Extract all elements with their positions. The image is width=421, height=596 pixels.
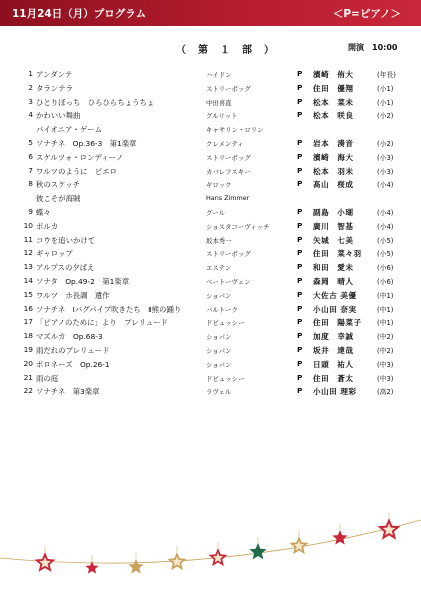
- grade-label: (小1): [377, 84, 394, 93]
- star-ornament: [332, 530, 347, 544]
- piece-title: ソナチネ 第3楽章: [36, 387, 100, 397]
- piece-title: 秋のスケッチ: [36, 180, 80, 190]
- program-number: 15: [23, 289, 33, 299]
- program-row: [0, 219, 421, 233]
- program-list: [0, 67, 421, 398]
- performer-name: 小山田 奈実: [313, 304, 357, 314]
- grade-label: (小4): [377, 181, 394, 190]
- composer-name: クレメンティ: [206, 139, 244, 148]
- composer-name: ストリーボッグ: [206, 250, 251, 259]
- grade-label: (中2): [377, 346, 394, 355]
- program-number: 22: [23, 386, 33, 396]
- performer-name: 髙山 桜成: [313, 180, 354, 190]
- program-number: 17: [23, 317, 33, 327]
- program-number: 21: [23, 372, 33, 382]
- program-number: 4: [28, 110, 33, 120]
- performer-name: 岩本 湊音: [313, 138, 354, 148]
- instrument-code: P: [297, 248, 303, 258]
- star-garland-decoration: [0, 500, 421, 596]
- composer-name: グルリット: [206, 112, 238, 121]
- composer-name: ドビュッシー: [206, 374, 245, 383]
- program-row: [0, 246, 421, 260]
- program-row: [0, 315, 421, 329]
- grade-label: (小3): [377, 153, 394, 162]
- instrument-code: P: [297, 262, 303, 272]
- composer-name: ベートーヴェン: [206, 277, 251, 286]
- instrument-code: P: [297, 234, 303, 244]
- instrument-code: P: [297, 206, 303, 216]
- piece-title: アンダンテ: [36, 70, 73, 79]
- instrument-code: P: [297, 317, 303, 327]
- piece-title: 「ピアノのために」より プレリュード: [36, 318, 168, 328]
- composer-name: エステン: [206, 264, 232, 273]
- grade-label: (中1): [377, 305, 394, 314]
- composer-name: ストリーボッグ: [206, 84, 251, 93]
- composer-name: グール: [206, 208, 226, 217]
- program-number: 9: [28, 206, 33, 216]
- instrument-code: P: [297, 69, 303, 78]
- composer-name: カバレフスキー: [206, 167, 251, 176]
- instrument-legend: ＜P=ピアノ＞: [332, 8, 401, 20]
- instrument-code: P: [297, 275, 303, 285]
- program-row: [0, 371, 421, 385]
- piece-title: パイオニア・ゲーム: [36, 125, 102, 135]
- piece-title: ソナタ Op.49-2 第1楽章: [36, 276, 130, 286]
- program-row: [0, 260, 421, 274]
- performer-name: 松本 咲良: [313, 111, 354, 121]
- grade-label: (中1): [377, 291, 394, 300]
- program-number: 16: [23, 303, 33, 313]
- piece-title: 蝶々: [36, 207, 51, 217]
- program-row: [0, 274, 421, 288]
- grade-label: (小1): [377, 98, 394, 107]
- program-row: [0, 288, 421, 302]
- program-number: 14: [23, 275, 33, 285]
- program-row: [0, 164, 421, 178]
- performer-name: 副島 小瑚: [313, 207, 354, 217]
- program-number: 6: [28, 151, 33, 161]
- instrument-code: P: [297, 331, 303, 341]
- grade-label: (小6): [377, 277, 394, 286]
- program-row: [0, 108, 421, 122]
- performer-name: 坂井 達哉: [313, 345, 354, 355]
- program-row: [0, 81, 421, 95]
- performer-name: 大佐古 美優: [313, 290, 357, 300]
- program-row: [0, 205, 421, 219]
- program-number: 1: [28, 69, 33, 78]
- performer-name: 日頭 祐人: [313, 359, 354, 369]
- program-number: 3: [28, 96, 33, 106]
- program-row: [0, 329, 421, 343]
- piece-title: ポロネーズ Op.26-1: [36, 359, 110, 369]
- performer-name: 加度 幸誠: [313, 332, 354, 342]
- instrument-code: P: [297, 358, 303, 368]
- star-ornament: [128, 559, 143, 573]
- composer-name: ハイドン: [206, 71, 232, 79]
- piece-title: ポルカ: [36, 221, 59, 231]
- piece-title: かわいい舞曲: [36, 111, 81, 121]
- program-row: [0, 67, 421, 81]
- piece-title: ソナチネ Op.36-3 第1楽章: [36, 138, 137, 148]
- program-row: [0, 384, 421, 398]
- grade-label: (小5): [377, 236, 394, 245]
- header-banner: [0, 0, 421, 26]
- piece-title: ワルツ ホ長調 遺作: [36, 290, 110, 300]
- program-row: [0, 357, 421, 371]
- program-row: [0, 177, 421, 191]
- instrument-code: P: [297, 372, 303, 382]
- piece-title: 彼こそが海賊: [36, 194, 81, 204]
- program-number: 12: [23, 248, 33, 258]
- grade-label: (小5): [377, 250, 394, 259]
- program-row: [0, 191, 421, 205]
- piece-title: ギャロップ: [36, 249, 73, 259]
- instrument-code: P: [297, 344, 303, 354]
- program-number: 18: [23, 331, 33, 341]
- program-number: 20: [23, 358, 33, 368]
- performer-name: 住田 蒼太: [313, 373, 354, 383]
- grade-label: (小3): [377, 167, 394, 176]
- instrument-code: P: [297, 386, 303, 396]
- grade-label: (中2): [377, 333, 394, 342]
- program-number: 2: [28, 82, 33, 92]
- instrument-code: P: [297, 96, 303, 106]
- piece-title: ひとりぼっち ひらひらちょうちょ: [36, 97, 155, 107]
- composer-name: キャサリン・ロリン: [206, 126, 264, 135]
- instrument-code: P: [297, 151, 303, 161]
- star-ornament: [249, 543, 266, 559]
- performer-name: 濱崎 侑大: [313, 70, 354, 79]
- piece-title: アルプスの夕ばえ: [36, 263, 95, 273]
- instrument-code: P: [297, 303, 303, 313]
- performer-name: 住田 菜々羽: [313, 249, 362, 259]
- instrument-code: P: [297, 165, 303, 175]
- program-row: [0, 150, 421, 164]
- section-title: （ 第 １ 部 ）: [176, 45, 275, 56]
- composer-name: ショスタコーヴィッチ: [206, 222, 270, 231]
- program-row: [0, 95, 421, 109]
- performer-name: 松本 菜未: [313, 97, 354, 107]
- composer-name: ギロック: [206, 181, 232, 190]
- composer-name: ラヴェル: [206, 388, 232, 397]
- program-number: 19: [23, 344, 33, 354]
- grade-label: (小2): [377, 112, 394, 121]
- performer-name: 森岡 晴人: [313, 276, 354, 286]
- grade-label: (年長): [377, 71, 396, 79]
- grade-label: (中3): [377, 374, 394, 383]
- grade-label: (小6): [377, 264, 394, 273]
- grade-label: (中3): [377, 360, 394, 369]
- performer-name: 矢城 七美: [313, 235, 354, 245]
- grade-label: (小4): [377, 222, 394, 231]
- program-number: 11: [23, 234, 33, 244]
- piece-title: コウを追いかけて: [36, 235, 96, 245]
- composer-name: ストリーボッグ: [206, 153, 251, 162]
- performer-name: 小山田 理彩: [313, 387, 357, 397]
- program-date: 11月24日（月）プログラム: [12, 8, 147, 20]
- instrument-code: P: [297, 110, 303, 120]
- performer-name: 和田 愛未: [313, 263, 354, 273]
- composer-name: ショパン: [206, 333, 232, 342]
- performer-name: 廣川 智基: [313, 221, 354, 231]
- program-number: 10: [23, 220, 33, 230]
- grade-label: (中1): [377, 319, 394, 328]
- performer-name: 住田 陽菜子: [313, 318, 362, 328]
- performer-name: 松本 羽未: [313, 166, 354, 176]
- program-number: 5: [28, 137, 33, 147]
- composer-name: 中田喜直: [206, 98, 232, 107]
- piece-title: ソナチネ Ⅰバグパイプ吹きたち Ⅱ熊の踊り: [36, 304, 182, 314]
- program-row: [0, 122, 421, 136]
- piece-title: タランテラ: [36, 83, 73, 93]
- performer-name: 濱崎 海大: [313, 152, 354, 162]
- piece-title: 雨だれのプレリュード: [36, 345, 110, 355]
- program-number: 8: [28, 179, 33, 189]
- instrument-code: P: [297, 137, 303, 147]
- performer-name: 住田 優翔: [313, 83, 354, 93]
- piece-title: 雨の庭: [36, 373, 59, 383]
- program-row: [0, 302, 421, 316]
- composer-name: ショパン: [206, 360, 232, 369]
- grade-label: (高2): [377, 388, 394, 397]
- program-row: [0, 343, 421, 357]
- instrument-code: P: [297, 289, 303, 299]
- program-row: [0, 233, 421, 247]
- instrument-code: P: [297, 179, 303, 189]
- composer-name: 坂本秀一: [206, 236, 232, 245]
- composer-name: ドビュッシー: [206, 319, 245, 328]
- grade-label: (小4): [377, 208, 394, 217]
- grade-label: (小2): [377, 139, 394, 148]
- composer-name: バルトーク: [206, 305, 238, 314]
- program-row: [0, 136, 421, 150]
- instrument-code: P: [297, 220, 303, 230]
- instrument-code: P: [297, 82, 303, 92]
- program-number: 13: [23, 262, 33, 272]
- composer-name: Hans Zimmer: [206, 194, 250, 203]
- program-number: 7: [28, 165, 33, 175]
- piece-title: ワルツのように ピエロ: [36, 166, 118, 176]
- piece-title: マズルカ Op.68-3: [36, 332, 103, 342]
- opening-time: 開演 10:00: [348, 43, 398, 52]
- composer-name: ショパン: [206, 346, 232, 355]
- composer-name: ショパン: [206, 291, 232, 300]
- piece-title: スケルツォ・ロンディーノ: [36, 152, 124, 162]
